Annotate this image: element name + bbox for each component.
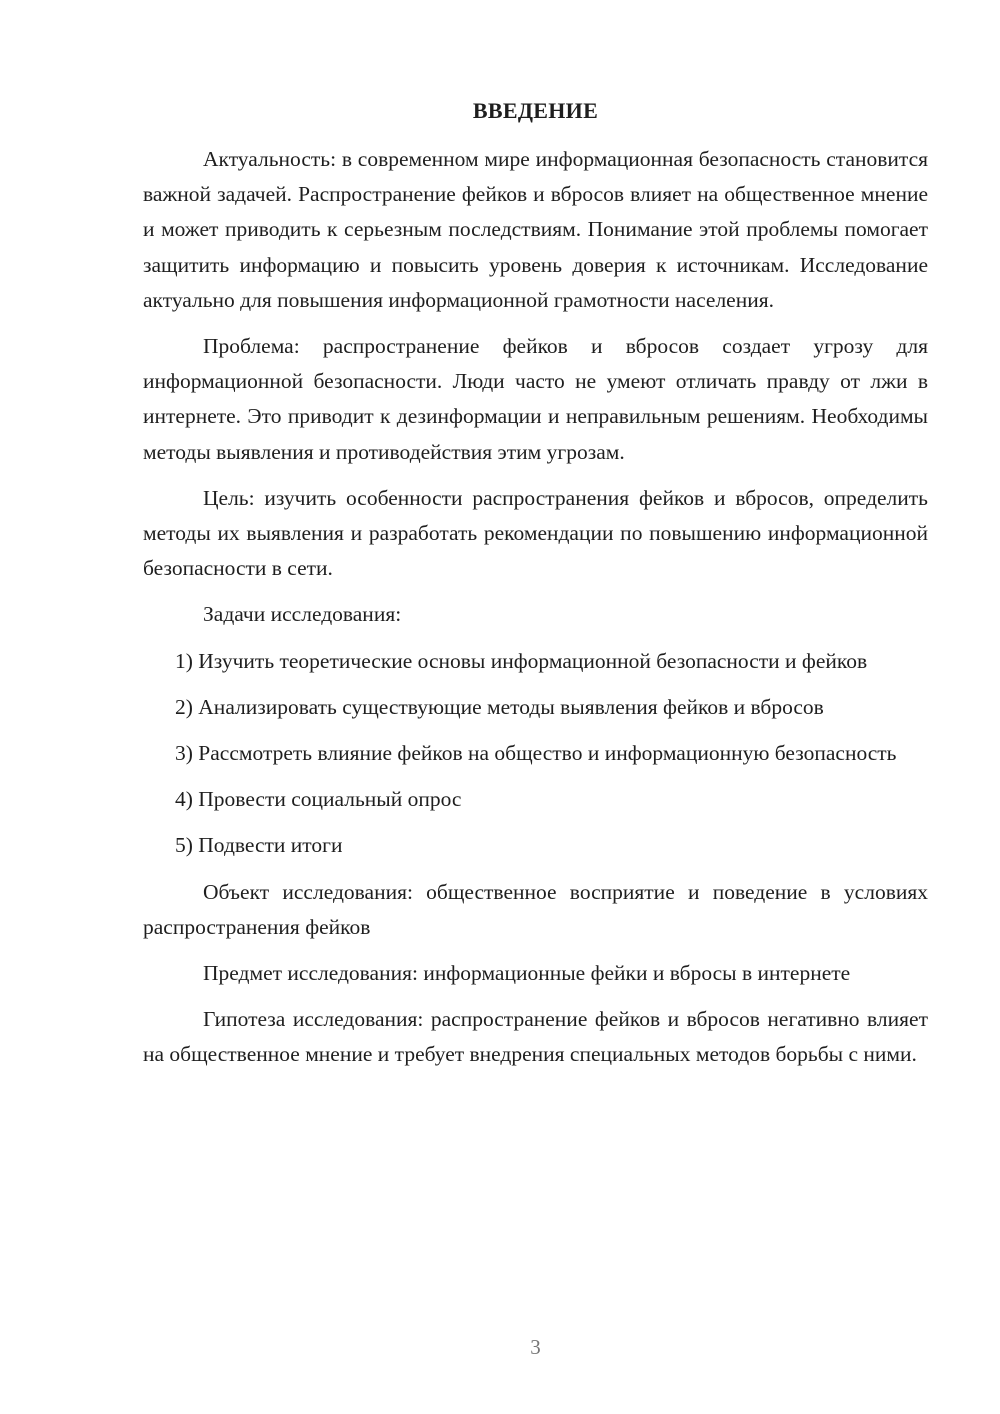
paragraph-tasks-heading: Задачи исследования: <box>203 602 402 627</box>
paragraph-hypothesis: Гипотеза исследования: распространение фейков и вбросов негативно влияет на общественное мнение и требует внедрения специальных методов борьбы с ними. <box>143 1007 928 1067</box>
paragraph-subject: Предмет исследования: информационные фейки и вбросы в интернете <box>203 961 851 986</box>
paragraph-object: Объект исследования: общественное восприятие и поведение в условиях распространения фейков <box>143 879 928 939</box>
list-item-task-4: 4) Провести социальный опрос <box>175 787 462 812</box>
paragraph-problem: Проблема: распространение фейков и вбросов создает угрозу для информационной безопасности. Люди часто не умеют отличать правду от лжи в интернете. Это приводит к дезинформации и неправильным решениям. Необходимы методы выявления и противодействия этим угрозам. <box>143 334 928 464</box>
page-title: ВВЕДЕНИЕ <box>472 98 599 123</box>
list-item-task-2: 2) Анализировать существующие методы выявления фейков и вбросов <box>175 694 824 719</box>
list-item-task-3: 3) Рассмотреть влияние фейков на общество и информационную безопасность <box>175 741 897 766</box>
paragraph-goal: Цель: изучить особенности распространения фейков и вбросов, определить методы их выявления и разработать рекомендации по повышению информационной безопасности в сети. <box>143 485 928 581</box>
paragraph-relevance: Актуальность: в современном мире информационная безопасность становится важной задачей. Распространение фейков и вбросов влияет на общественное мнение и может приводить к серьезным последствиям. Понимание этой проблемы помогает защитить информацию и повысить уровень доверия к источникам. Исследование актуально для повышения информационной грамотности населения. <box>143 147 928 312</box>
list-item-task-1: 1) Изучить теоретические основы информационной безопасности и фейков <box>175 648 868 673</box>
list-item-task-5: 5) Подвести итоги <box>175 833 343 858</box>
page-number: 3 <box>530 1335 541 1359</box>
document-body <box>143 142 928 1073</box>
